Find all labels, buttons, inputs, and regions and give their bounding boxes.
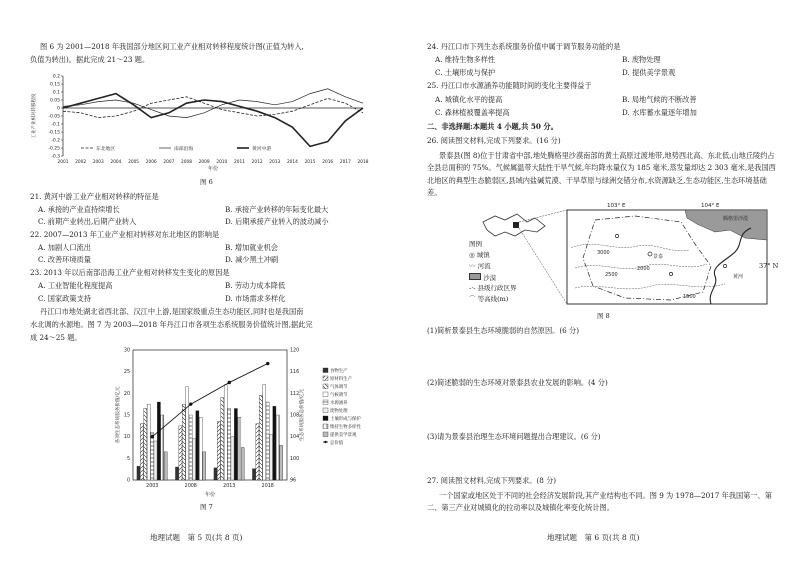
q22-stem: 22. 2007—2013 年工业产业相对转移对东北地区的影响是 (30, 230, 220, 239)
bar-1 (214, 468, 217, 480)
legend-title: 图例 (469, 240, 482, 248)
bar-4 (186, 387, 189, 480)
y-tick-label: -0.05 (48, 114, 60, 120)
bar-3 (259, 396, 262, 481)
legend-swatch (323, 408, 328, 413)
bar-6 (192, 439, 195, 480)
bar-6 (269, 435, 272, 481)
lon-label-2: 104° E (701, 203, 720, 209)
legend-label: 气体调节 (330, 385, 348, 390)
q27-stem: 27. 阅读图文材料,完成下列要求。(8 分) (427, 476, 557, 485)
legend-swatch (323, 400, 328, 405)
q25-option-d: D. 水库蓄水量逐年增加 (622, 108, 697, 117)
legend-swatch (324, 441, 326, 443)
q21-option-c: C. 前期产业转出,后期产业转入 (38, 217, 137, 226)
place-label-desert: 腾格里沙漠 (723, 216, 749, 222)
y2-tick-label: 104 (290, 435, 300, 441)
bar-9 (241, 448, 244, 481)
town-marker (669, 272, 672, 275)
legend-city: ◎ 城镇 (469, 251, 490, 259)
y-tick-label: 30 (123, 348, 130, 354)
bar-1 (175, 467, 178, 480)
y-tick-label: -0.1 (51, 122, 60, 128)
y-tick-label: -0.15 (48, 130, 60, 136)
legend-label: 总价值 (330, 441, 344, 446)
bar-3 (144, 409, 147, 481)
bar-2 (179, 426, 182, 480)
place-label-river: 黄河 (733, 274, 744, 280)
x-tick-label: 2015 (304, 160, 316, 165)
bar-4 (263, 385, 266, 480)
x-axis-title: 年份 (204, 492, 216, 498)
bar-1 (252, 469, 255, 480)
legend-contour-label: 等高线(m) (477, 295, 509, 303)
q21-option-d: D. 后期承接产业转入的波动减小 (225, 217, 329, 226)
q21-option-b: B. 承接产业转移的年际变化最大 (225, 205, 329, 214)
q23-option-d: D. 市场需求多样化 (225, 294, 286, 303)
right-footer: 地理试题 第 6 页(共 8 页) (547, 533, 640, 542)
bar-7 (157, 402, 160, 480)
legend-label: 原材料生产 (330, 377, 352, 382)
legend-river: 〰 河流 (469, 262, 491, 270)
bar-6 (231, 437, 234, 480)
y-tick-label: 0 (57, 106, 60, 112)
q22-option-b: B. 增加就业机会 (225, 243, 278, 252)
y2-tick-label: 120 (290, 348, 300, 354)
fig7-caption: 图 7 (200, 503, 213, 511)
y-tick-label: 0.15 (49, 82, 60, 88)
bar-5 (266, 402, 269, 480)
q24-stem: 24. 丹江口市下列生态系统服务价值中属于调节服务功能的是 (427, 42, 621, 51)
series-line-1 (63, 97, 363, 118)
bar-2 (256, 424, 259, 480)
q26-passage: 景泰县(图 8)位于甘肃省中部,地处腾格里沙漠南部的黄土高原过渡地带,地势西北高、东北低,山地丘陵约占全县总面积的 75%。气候属温带大陆性干旱气候,年均降水量仅为 185 毫米,蒸发量却达 2 303 毫米,是我国西北地区的典型生态脆弱区,县域内盐碱荒漠、干旱草原与绿洲交错分布,水资源缺乏,生态功能区,生态环境基础差。 (427, 151, 776, 198)
q23-option-c: C. 国家政策支持 (38, 294, 91, 303)
x-tick-label: 2016 (322, 160, 334, 165)
y2-tick-label: 100 (290, 456, 300, 462)
bar-7 (234, 409, 237, 481)
q25-option-b: B. 局地气候的不断改善 (622, 95, 697, 104)
x-tick-label: 2009 (198, 160, 210, 165)
x-tick-label: 2007 (163, 160, 175, 165)
y-tick-label: 5 (126, 456, 130, 462)
bar-3 (221, 398, 224, 480)
total-point (189, 402, 192, 405)
elev-label-2: 2000 (637, 266, 650, 272)
bar-2 (217, 422, 220, 481)
y-tick-label: 0.2 (52, 74, 60, 80)
fig6-line-chart (25, 68, 385, 178)
x-tick-label: 2001 (57, 160, 69, 165)
q25-stem: 25. 丹江口市水源涵养功能随时间的变化主要得益于 (427, 81, 592, 90)
q26-part1: (1)简析景泰县生态环境脆弱的自然原因。(6 分) (427, 326, 580, 335)
legend-swatch (323, 368, 328, 373)
legend-label: 东北地区 (96, 146, 116, 152)
y2-tick-label: 112 (290, 391, 300, 397)
x-tick-label: 2018 (357, 160, 369, 165)
inset-locator (513, 222, 519, 228)
place-label-jingtai: 景泰 (653, 254, 664, 260)
x-tick-label: 2018 (261, 484, 274, 489)
q22-option-c: C. 改善环境质量 (38, 255, 91, 264)
y-tick-label: 10 (123, 435, 130, 441)
y-tick-label: 25 (123, 370, 130, 376)
bar-9 (164, 452, 167, 480)
passage2-line-2: 水北调的水源地。图 7 为 2003—2018 年丹江口市各项生态系统服务价值统计图,据此完 (30, 320, 313, 329)
x-tick-label: 2014 (286, 160, 298, 165)
y-tick-label: 0.05 (49, 98, 60, 104)
series-line-2 (63, 89, 363, 118)
bar-7 (273, 406, 276, 480)
y2-tick-label: 96 (290, 478, 297, 484)
legend-desert (469, 273, 496, 283)
town-marker (648, 252, 652, 256)
fig8-map (475, 203, 775, 308)
fig7-bar-chart (25, 344, 385, 502)
q24-option-a: A. 维持生物多样性 (435, 55, 496, 64)
x-tick-label: 2017 (339, 160, 351, 165)
q25-option-a: A. 城镇化水平的提高 (435, 95, 503, 104)
x-tick-label: 2003 (92, 160, 104, 165)
passage2-line-1: 丹江口市地处湖北省西北部、汉江中上游,是国家级重点生态功能区,同时也是我国南 (40, 307, 304, 316)
q25-option-c: C. 森林植被覆盖率提高 (435, 108, 510, 117)
y-tick-label: -0.3 (51, 154, 60, 160)
x-tick-label: 2003 (146, 484, 159, 489)
y-tick-label: 20 (123, 391, 130, 397)
q26-stem: 26. 阅读图文材料,完成下列要求。(16 分) (427, 136, 561, 145)
legend-label: 土壤形成与保护 (330, 417, 361, 422)
q24-option-c: C. 土壤形成与保护 (435, 68, 496, 77)
x-tick-label: 2010 (216, 160, 228, 165)
legend-label: 水源涵养 (330, 401, 348, 406)
bar-7 (196, 411, 199, 480)
legend-label: 食物生产 (330, 369, 348, 374)
q27-passage: 一个国家或地区处于不同的社会经济发展阶段,其产业结构也不同。图 9 为 1978—2017 年我国第一、第二、第三产业对城镇化的拉动率以及城镇化率变化统计图。 (427, 491, 772, 512)
town-marker (723, 264, 726, 267)
legend-swatch (323, 392, 328, 397)
bar-8 (276, 415, 279, 480)
legend-contour: ⌒ 等高线(m) (469, 295, 509, 303)
q21-option-a: A. 承接的产业直持续增长 (38, 205, 120, 214)
y2-tick-label: 116 (290, 370, 300, 376)
legend-label: 南部沿海 (174, 146, 194, 152)
total-line (152, 364, 267, 437)
legend-swatch (323, 432, 328, 437)
y-axis-title: 各项生态系统服务价值/亿元 (116, 386, 121, 444)
bar-4 (147, 404, 150, 480)
legend-boundary-label: 县级行政区界 (477, 284, 517, 292)
section-heading: 二、非选择题:本题共 4 小题,共 50 分。 (427, 122, 558, 131)
legend-label: 提供美学景观 (330, 433, 357, 438)
x-tick-label: 2012 (251, 160, 263, 165)
total-point (228, 381, 231, 384)
right-page (397, 0, 794, 561)
y2-axis-title: 生态系统服务总价值/亿元 (300, 388, 305, 442)
fig8-caption: 图 8 (597, 312, 610, 320)
legend-label: 黄河中游 (252, 146, 272, 152)
lon-label-1: 103° E (607, 203, 626, 209)
bar-8 (238, 417, 241, 480)
q24-option-d: D. 提供美学景观 (622, 68, 676, 77)
intro-line-1: 图 6 为 2001—2018 年我国部分地区间工业产业相对转移程度统计图(正值为转入, (40, 42, 304, 51)
legend-boundary: -·- 县级行政区界 (469, 284, 517, 292)
q23-option-a: A. 工业智能化程度提高 (38, 281, 113, 290)
q24-option-b: B. 废物处理 (622, 55, 661, 64)
bar-6 (154, 441, 157, 480)
x-tick-label: 2002 (75, 160, 87, 165)
fig6-caption: 图 6 (200, 178, 213, 186)
bar-9 (280, 445, 283, 480)
x-tick-label: 2013 (269, 160, 281, 165)
x-tick-label: 2005 (128, 160, 140, 165)
bar-5 (151, 432, 154, 480)
total-point (151, 435, 154, 438)
legend-swatch (323, 376, 328, 381)
y-tick-label: -0.25 (48, 146, 60, 152)
legend-label: 废物处理 (330, 409, 348, 414)
legend-swatch (323, 384, 328, 389)
legend-desert-label: 沙漠 (483, 274, 497, 282)
bar-8 (161, 415, 164, 480)
q21-stem: 21. 黄河中游工业产业相对转移的特征是 (30, 192, 159, 201)
lat-label: 37° N (759, 262, 779, 270)
y-tick-label: -0.2 (51, 138, 60, 144)
elev-label-1: 3000 (597, 250, 610, 256)
x-axis-title: 年份 (207, 166, 219, 172)
x-tick-label: 2008 (181, 160, 192, 165)
q23-stem: 23. 2013 年以后南部沿海工业产业相对转移发生变化的原因是 (30, 268, 230, 277)
y-tick-label: 15 (123, 413, 130, 419)
y-tick-label: 0.1 (52, 90, 60, 96)
total-point (266, 362, 269, 365)
x-tick-label: 2008 (184, 484, 197, 489)
legend-swatch (323, 416, 328, 421)
elev-label-3: 1500 (683, 294, 696, 300)
intro-line-2: 负值为转出)。据此完成 21～23 题。 (30, 55, 150, 64)
q26-part2: (2)简述脆弱的生态环境对景泰县农业发展的影响。(4 分) (427, 378, 608, 387)
q23-option-b: B. 劳动力成本降低 (225, 281, 286, 290)
bar-8 (199, 417, 202, 480)
x-tick-label: 2004 (110, 160, 122, 165)
town-marker (615, 234, 618, 237)
y-axis-title: 工业产业相对转移程度 (32, 93, 37, 139)
x-tick-label: 2013 (223, 484, 236, 489)
bar-4 (224, 385, 227, 480)
y-tick-label: 0 (126, 478, 130, 484)
passage2-line-3: 成 24～25 题。 (30, 333, 82, 342)
x-tick-label: 2006 (145, 160, 157, 165)
legend-river-label: 河流 (477, 262, 491, 270)
bar-5 (228, 409, 231, 481)
bar-1 (137, 466, 140, 480)
legend-city-label: 城镇 (476, 251, 490, 259)
bar-3 (182, 404, 185, 480)
q22-option-a: A. 加剧人口流出 (38, 243, 91, 252)
bar-2 (140, 424, 143, 480)
elev-label-4: 2500 (605, 272, 618, 278)
legend-label: 维持生物多样性 (330, 425, 361, 430)
legend-label: 气候调节 (330, 393, 348, 398)
legend-swatch (323, 424, 328, 429)
q26-part3: (3)请为景泰县治理生态环境问题提出合理建议。(6 分) (427, 432, 601, 441)
q22-option-d: D. 减少黑土冲刷 (225, 255, 279, 264)
y2-tick-label: 108 (290, 413, 300, 419)
bar-5 (189, 415, 192, 480)
x-tick-label: 2011 (234, 160, 245, 165)
left-footer: 地理试题 第 5 页(共 8 页) (150, 533, 243, 542)
bar-9 (203, 452, 206, 480)
